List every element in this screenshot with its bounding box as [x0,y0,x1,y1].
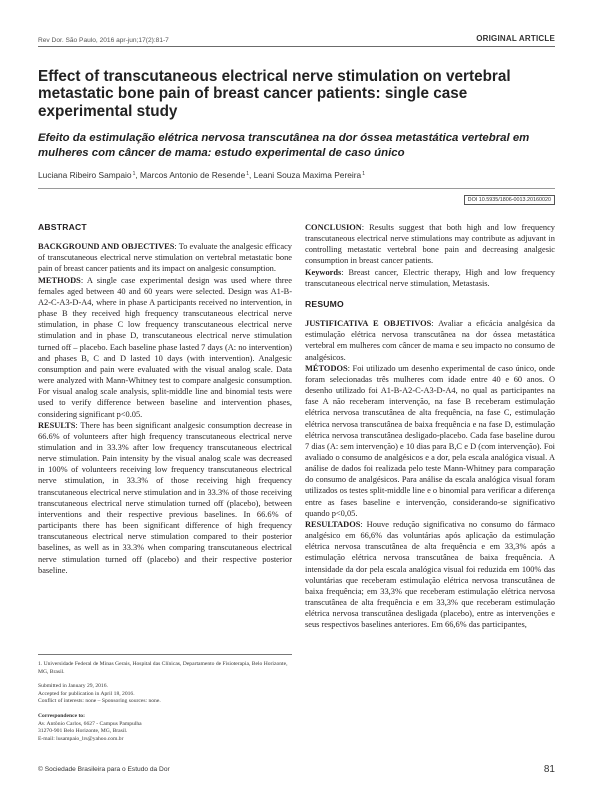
abstract-continued-column [305,222,555,630]
abstract-methods: METHODS: A single case experimental design was used where three females aged between 40 and 60 years were selected. Design was A1-B-A2-C-A3-D-A4, where in phase A participants received no intervention, in phase B they received high frequency transcutaneous electrical nerve stimulation, in phase C low frequency transcutaneous electrical nerve stimulation and in phase D, transcutaneous electrical nerve stimulation turned off – placebo. Each baseline phase lasted 7 days (A: no intervention) and phases B, C and D lasted 10 days (with intervention). Analgesic consumption and pain were evaluated with the visual analog scale. Data were analyzed with Mann-Whitney test to compare analgesic consumption. For visual analog scale analysis, split-middle line and binomial tests were used to verify difference between baseline and intervention phases, considering significant p<0.05. [38,275,292,419]
correspondence-email[interactable]: E-mail: lusampaio_lrs@yahoo.com.br [38,735,124,742]
doi-box[interactable]: DOI 10.5935/1806-0013.20160020 [464,195,555,205]
accepted-date: Accepted for publication in April 18, 2016. [38,690,135,697]
author-name: Luciana Ribeiro Sampaio [38,170,132,180]
resumo-justificativa: JUSTIFICATIVA E OBJETIVOS: Avaliar a eficácia analgésica da estimulação elétrica nervosa transcutânea na dor óssea metastática vertebral em mulheres com câncer de mama e seu impacto no consumo de analgésicos. [305,319,555,362]
resumo-metodos: MÉTODOS: Foi utilizado um desenho experimental de caso único, onde foram selecionadas três mulheres com idade entre 40 e 60 anos. O desenho utilizado foi A1-B-A2-C-A3-D-A4, no qual as participantes na fase A não receberam intervenção, na fase B receberam estimulação elétrica nervosa transcutânea de alta frequência, na fase C, estimulação elétrica nervosa transcutânea de baixa frequência e na fase D, estimulação elétrica nervosa transcutânea desligado-placebo. Cada fase baseline durou 7 dias (A: sem intervenção) e 10 dias para B,C e D (com intervenção). Foi avaliado o consumo de analgésicos e a dor, pela escala analógica visual. A análise de dados foi realizada pelo teste Mann-Whitney para comparação do consumo de analgésicos. Para análise da escala analógica visual foram utilizados os testes split-middle line e o binomial para verificar a diferença entre as fases baseline e intervenção, considerando-se significativo quando p<0,05. [305,363,555,518]
copyright: © Sociedade Brasileira para o Estudo da Dor [38,766,170,773]
abstract-background: BACKGROUND AND OBJECTIVES: To evaluate the analgesic efficacy of transcutaneous electrical nerve stimulation on vertebral metastatic bone pain of breast cancer patients and its impact on analgesic consumption. [38,242,292,274]
header-rule [38,46,555,47]
correspondence-address: Av. Antônio Carlos, 6627 - Campus Pampulha [38,720,142,727]
abstract-keywords: Keywords: Breast cancer, Electric therapy, High and low frequency transcutaneous electrical nerve stimulation, Metastasis. [305,267,555,288]
abstract-conclusion: CONCLUSION: Results suggest that both high and low frequency transcutaneous electrical nerve stimulations may contribute as adjuvant in controlling metastatic vertebral bone pain and decreasing analgesic consumption in breast cancer patients. [305,223,555,266]
author-affiliation-mark: 1 [246,171,250,177]
article-title: Effect of transcutaneous electrical nerve stimulation on vertebral metastatic bone pain of breast cancer patients: single case experimental study [38,68,511,120]
page-number: 81 [543,764,555,775]
conflict-note: Conflict of interests: none – Sponsoring sources: none. [38,698,161,705]
author-name: Leani Souza Maxima Pereira [253,170,362,180]
journal-reference: Rev Dor. São Paulo, 2016 apr-jun;17(2):81-7 [38,37,169,44]
abstract-heading: ABSTRACT [38,222,87,232]
author-list: Luciana Ribeiro Sampaio$^1$, Marcos Antonio de Resende$^1$, Leani Souza Maxima Pereira$^1$ [38,170,365,180]
resumo-resultados: RESULTADOS: Houve redução significativa no consumo do fármaco analgésico em 66,6% das voluntárias após aplicação da estimulação elétrica nervosa transcutânea de alta frequência e em 33,3% após a estimulação elétrica nervosa transcutânea de baixa frequência. A intensidade da dor pela escala analógica visual foi reduzida em 100% das voluntárias que receberam estimulação elétrica nervosa transcutânea de baixa frequência; em 33,3% que receberam estimulação elétrica nervosa transcutânea de alta frequência e em 33,3% que receberam estimulação elétrica nervosa transcutânea desligada (placebo), entre as intervenções e seus respectivos baselines anteriores. Em 66,6% das participantes, [305,519,555,630]
author-name: Marcos Antonio de Resende [140,170,246,180]
author-affiliation-mark: 1 [132,171,136,177]
resumo-heading: RESUMO [305,298,344,309]
footnotes [38,654,292,743]
affiliation-note: 1. Universidade Federal de Minas Gerais, Hospital das Clínicas, Departamento de Fisioterapia, Belo Horizonte, MG, Brasil. [38,661,288,675]
author-affiliation-mark: 1 [362,171,365,177]
title-rule [38,188,555,189]
section-label: ORIGINAL ARTICLE [476,34,555,43]
correspondence-label: Correspondence to: [38,712,85,719]
article-subtitle: Efeito da estimulação elétrica nervosa transcutânea na dor óssea metastática vertebral em mulheres com câncer de mama: estudo experimental de caso único [38,132,530,159]
abstract-results: RESULTS: There has been significant analgesic consumption decrease in 66.6% of volunteers after high frequency transcutaneous electrical nerve stimulation and in 33.3% after low frequency transcutaneous electrical nerve stimulation. Pain intensity by the visual analog scale was decreased in 100% of volunteers receiving low frequency transcutaneous electrical nerve stimulation, in 33.3% of those receiving high frequency transcutaneous electrical nerve stimulation and in 33.3% of those receiving transcutaneous electrical nerve stimulation turned off (placebo), between interventions and their respective previous baselines. In 66.6% of participants there has been significant difference of high frequency transcutaneous electrical nerve stimulation compared to their posterior baselines, as well as in 33.3% when comparing transcutaneous electrical nerve stimulation turned off (placebo) and their respective posterior baseline. [38,420,292,575]
abstract-column [38,222,292,576]
correspondence-city: 31270-901 Belo Horizonte, MG, Brasil. [38,728,128,735]
submitted-date: Submitted in January 29, 2016. [38,683,108,690]
